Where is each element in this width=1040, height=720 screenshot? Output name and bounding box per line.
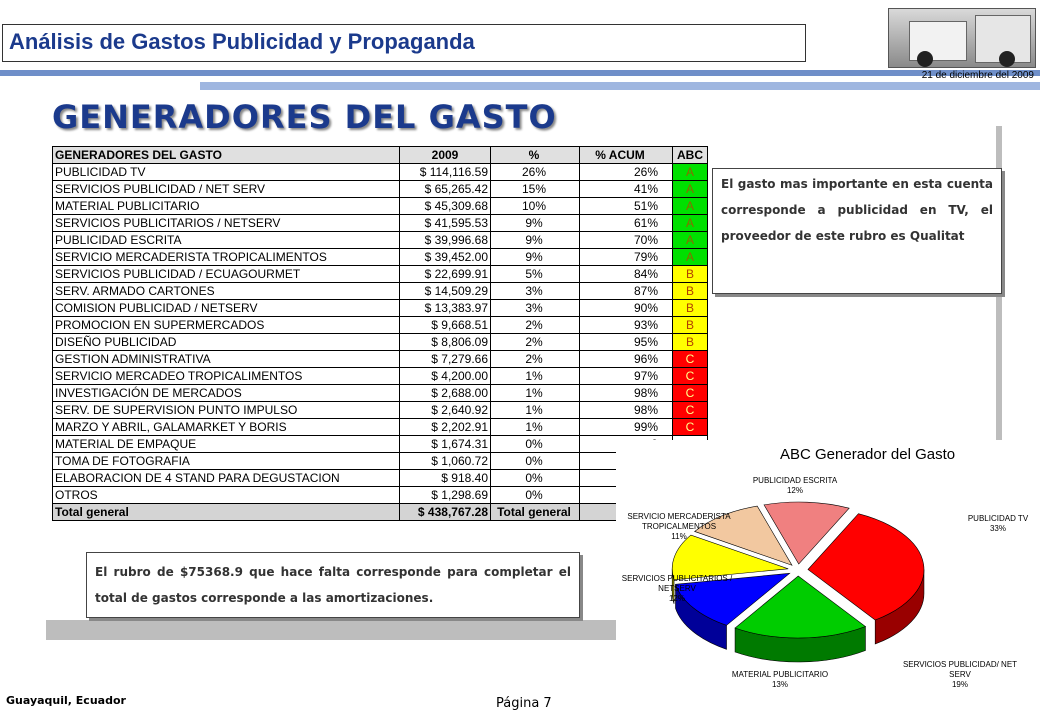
table-cell: 96% <box>580 351 673 368</box>
table-cell: 87% <box>580 283 673 300</box>
table-cell: 0% <box>491 436 580 453</box>
table-cell: $ 65,265.42 <box>400 181 491 198</box>
table-cell: 2% <box>491 334 580 351</box>
footer-location: Guayaquil, Ecuador <box>6 694 126 707</box>
table-cell: $ 45,309.68 <box>400 198 491 215</box>
table-cell: A <box>673 232 708 249</box>
table-cell: $ 1,298.69 <box>400 487 491 504</box>
pie-label-name: PUBLICIDAD TV <box>967 514 1029 523</box>
table-cell: ABC <box>673 147 708 164</box>
table-cell: C <box>673 385 708 402</box>
table-row <box>53 283 708 300</box>
pie-label <box>900 660 1020 690</box>
table-cell: 2% <box>491 317 580 334</box>
table-row <box>53 368 708 385</box>
table-cell: $ 9,668.51 <box>400 317 491 334</box>
table-cell: % <box>491 147 580 164</box>
table-cell: SERVICIO MERCADEO TROPICALIMENTOS <box>53 368 400 385</box>
table-cell: 99% <box>580 419 673 436</box>
table-cell: SERVICIO MERCADERISTA TROPICALIMENTOS <box>53 249 400 266</box>
pie-label-value: 12% <box>668 594 685 603</box>
table-cell: 26% <box>580 164 673 181</box>
table-row <box>53 198 708 215</box>
table-cell: PUBLICIDAD ESCRITA <box>53 232 400 249</box>
table-cell: B <box>673 334 708 351</box>
table-cell: B <box>673 300 708 317</box>
table-cell: SERV. DE SUPERVISION PUNTO IMPULSO <box>53 402 400 419</box>
pie-label-value: 33% <box>989 524 1006 533</box>
table-cell: DISEÑO PUBLICIDAD <box>53 334 400 351</box>
footer-page: Página 7 <box>496 696 552 711</box>
pie-label-name: MATERIAL PUBLICITARIO <box>731 670 829 679</box>
table-cell: 5% <box>491 266 580 283</box>
table-cell: $ 438,767.28 <box>400 504 491 521</box>
table-cell: $ 114,116.59 <box>400 164 491 181</box>
table-row <box>53 402 708 419</box>
table-cell: COMISION PUBLICIDAD / NETSERV <box>53 300 400 317</box>
table-cell: $ 918.40 <box>400 470 491 487</box>
table-cell: C <box>673 368 708 385</box>
table-cell: 3% <box>491 300 580 317</box>
table-cell: $ 13,383.97 <box>400 300 491 317</box>
table-cell: $ 39,452.00 <box>400 249 491 266</box>
table-cell: SERVICIOS PUBLICITARIOS / NETSERV <box>53 215 400 232</box>
expense-table <box>52 146 708 521</box>
table-cell: 51% <box>580 198 673 215</box>
table-cell: 1% <box>491 368 580 385</box>
table-cell: 95% <box>580 334 673 351</box>
pie-label <box>720 670 840 690</box>
table-cell: MARZO Y ABRIL, GALAMARKET Y BORIS <box>53 419 400 436</box>
table-cell: 3% <box>491 283 580 300</box>
pie-label-name: SERVICIOS PUBLICIDAD/ NET SERV <box>902 660 1018 679</box>
table-cell: 26% <box>491 164 580 181</box>
table-cell: $ 2,688.00 <box>400 385 491 402</box>
pie-label <box>734 476 856 496</box>
table-cell: 98% <box>580 385 673 402</box>
table-cell: C <box>673 419 708 436</box>
table-cell: A <box>673 215 708 232</box>
table-cell: 9% <box>491 249 580 266</box>
table-cell: $ 22,699.91 <box>400 266 491 283</box>
pie-label-name: SERVICIOS PUBLICITARIOS / NETSERV <box>621 574 733 593</box>
table-row <box>53 470 708 487</box>
title-box <box>2 24 806 62</box>
section-title: GENERADORES DEL GASTO <box>52 98 557 136</box>
table-cell: 2009 <box>400 147 491 164</box>
table-row <box>53 419 708 436</box>
table-cell: 1% <box>491 402 580 419</box>
table-cell: 15% <box>491 181 580 198</box>
table-cell: 41% <box>580 181 673 198</box>
table-row <box>53 351 708 368</box>
table-cell: $ 4,200.00 <box>400 368 491 385</box>
table-header-row <box>53 147 708 164</box>
pie-label-value: 19% <box>951 680 968 689</box>
table-cell: 2% <box>491 351 580 368</box>
table-cell: $ 2,202.91 <box>400 419 491 436</box>
table-cell: SERVICIOS PUBLICIDAD / ECUAGOURMET <box>53 266 400 283</box>
table-cell: A <box>673 164 708 181</box>
pie-label-value: 12% <box>786 486 803 495</box>
table-cell: ELABORACION DE 4 STAND PARA DEGUSTACION <box>53 470 400 487</box>
pie-label <box>616 512 742 542</box>
table-cell: 0% <box>491 453 580 470</box>
table-cell: SERVICIOS PUBLICIDAD / NET SERV <box>53 181 400 198</box>
table-cell: 9% <box>491 232 580 249</box>
table-cell: 61% <box>580 215 673 232</box>
pie-label-value: 11% <box>671 532 687 541</box>
table-row <box>53 181 708 198</box>
table-cell: A <box>673 198 708 215</box>
table-row <box>53 164 708 181</box>
table-cell: $ 8,806.09 <box>400 334 491 351</box>
table-cell: Total general <box>53 504 400 521</box>
table-cell: MATERIAL DE EMPAQUE <box>53 436 400 453</box>
table-row <box>53 436 708 453</box>
table-cell: OTROS <box>53 487 400 504</box>
table-cell: $ 1,674.31 <box>400 436 491 453</box>
pie-label-name: PUBLICIDAD ESCRITA <box>752 476 838 485</box>
table-cell: TOMA DE FOTOGRAFIA <box>53 453 400 470</box>
table-cell: 90% <box>580 300 673 317</box>
table-cell: GESTION ADMINISTRATIVA <box>53 351 400 368</box>
page-title: Análisis de Gastos Publicidad y Propaganda <box>9 29 475 54</box>
table-cell: C <box>673 402 708 419</box>
table-cell: 0% <box>491 470 580 487</box>
table-cell: Total general <box>491 504 580 521</box>
table-cell: MATERIAL PUBLICITARIO <box>53 198 400 215</box>
table-row <box>53 232 708 249</box>
table-cell: C <box>673 351 708 368</box>
table-cell: A <box>673 181 708 198</box>
table-cell: 97% <box>580 368 673 385</box>
table-cell: $ 14,509.29 <box>400 283 491 300</box>
table-row <box>53 249 708 266</box>
table-cell: B <box>673 266 708 283</box>
pie-label <box>956 514 1040 534</box>
table-cell: 70% <box>580 232 673 249</box>
pie-chart <box>616 440 1040 720</box>
truck-image <box>888 8 1036 68</box>
table-cell: $ 1,060.72 <box>400 453 491 470</box>
table-row <box>53 453 708 470</box>
table-row <box>53 300 708 317</box>
table-row <box>53 487 708 504</box>
pie-label-value: 13% <box>771 680 788 689</box>
table-cell: INVESTIGACIÓN DE MERCADOS <box>53 385 400 402</box>
table-row <box>53 385 708 402</box>
table-cell: 93% <box>580 317 673 334</box>
chart-title: ABC Generador del Gasto <box>780 446 956 463</box>
table-cell: $ 39,996.68 <box>400 232 491 249</box>
table-cell: B <box>673 283 708 300</box>
table-cell: 84% <box>580 266 673 283</box>
table-total-row <box>53 504 708 521</box>
table-row <box>53 266 708 283</box>
note-tv: El gasto mas importante en esta cuenta corresponde a publicidad en TV, el proveedor de este rubro es Qualitat <box>712 168 1002 294</box>
table-cell: B <box>673 317 708 334</box>
table-cell: GENERADORES DEL GASTO <box>53 147 400 164</box>
table-cell: $ 2,640.92 <box>400 402 491 419</box>
table-cell: SERV. ARMADO CARTONES <box>53 283 400 300</box>
table-cell: % ACUM <box>580 147 673 164</box>
table-cell: 10% <box>491 198 580 215</box>
pie-label <box>616 574 738 604</box>
table-cell: 9% <box>491 215 580 232</box>
table-cell: $ 7,279.66 <box>400 351 491 368</box>
table-row <box>53 334 708 351</box>
header-date: 21 de diciembre del 2009 <box>921 70 1034 81</box>
table-cell: $ 41,595.53 <box>400 215 491 232</box>
table-cell: A <box>673 249 708 266</box>
table-cell: PROMOCION EN SUPERMERCADOS <box>53 317 400 334</box>
table-cell: 0% <box>491 487 580 504</box>
header-accent-bar <box>200 82 1040 90</box>
table-cell: 1% <box>491 385 580 402</box>
pie-label-name: SERVICIO MERCADERISTA TROPICALMENTOS <box>627 512 731 531</box>
table-cell: 1% <box>491 419 580 436</box>
header-divider <box>0 70 1040 76</box>
table-cell: PUBLICIDAD TV <box>53 164 400 181</box>
table-row <box>53 317 708 334</box>
table-cell: 98% <box>580 402 673 419</box>
table-row <box>53 215 708 232</box>
note-amortization: El rubro de $75368.9 que hace falta corresponde para completar el total de gastos corresponde a las amortizaciones. <box>86 552 580 618</box>
table-cell: 79% <box>580 249 673 266</box>
